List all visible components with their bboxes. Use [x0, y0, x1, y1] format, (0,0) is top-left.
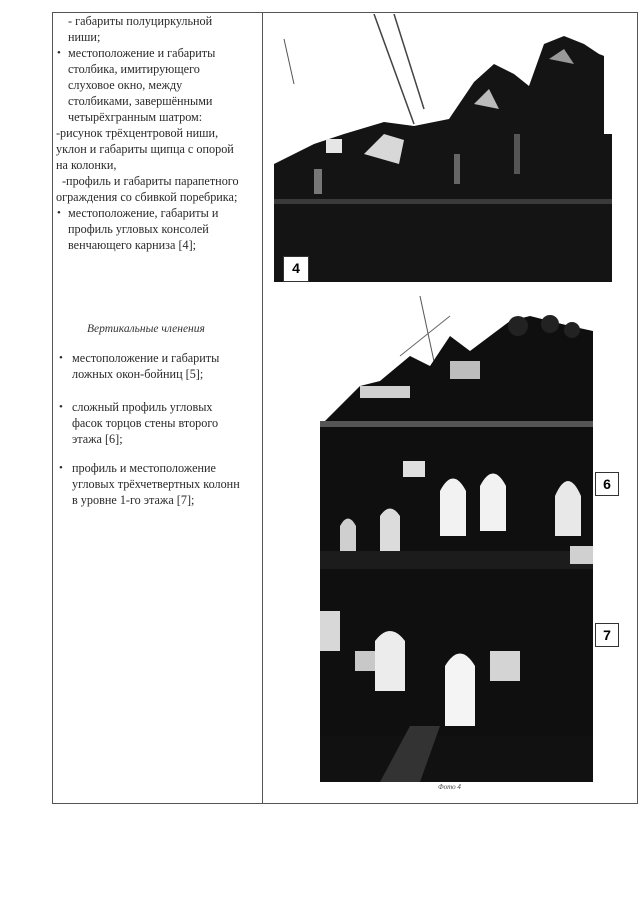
bullet-icon: • — [57, 47, 61, 59]
text-line: ниши; — [68, 30, 101, 44]
photo-marker-6: 6 — [595, 472, 619, 496]
photo-marker-7: 7 — [595, 623, 619, 647]
column-divider — [262, 12, 263, 804]
text-line: четырёхгранным шатром: — [68, 110, 203, 124]
list-item-line: сложный профиль угловых — [72, 400, 213, 414]
text-line: на колонки, — [56, 158, 117, 172]
list-item-line: этажа [6]; — [72, 432, 123, 446]
bullet-icon: • — [59, 401, 63, 413]
text-line: столбика, имитирующего — [68, 62, 200, 76]
bullet-icon: • — [57, 207, 61, 219]
photo-caption: Фото 4 — [438, 783, 461, 791]
list-item-line: в уровне 1-го этажа [7]; — [72, 493, 195, 507]
text-line: ограждения со сбивкой поребрика; — [56, 190, 238, 204]
text-line: венчающего карниза [4]; — [68, 238, 197, 252]
facade-photo-top — [274, 14, 612, 282]
text-line: местоположение, габариты и — [68, 206, 219, 220]
bullet-icon: • — [59, 352, 63, 364]
text-line: -профиль и габариты парапетного — [62, 174, 239, 188]
list-item-line: фасок торцов стены второго — [72, 416, 219, 430]
list-item-line: ложных окон-бойниц [5]; — [72, 367, 204, 381]
text-line: уклон и габариты щипца с опорой — [56, 142, 234, 156]
list-item-line: профиль и местоположение — [72, 461, 216, 475]
facade-photo-bottom — [300, 296, 593, 782]
section-heading: Вертикальные членения — [87, 323, 205, 335]
text-line: -рисунок трёхцентровой ниши, — [56, 126, 219, 140]
list-item-line: угловых трёхчетвертных колонн — [72, 477, 240, 491]
text-line: профиль угловых консолей — [68, 222, 209, 236]
photo-marker-4: 4 — [283, 256, 309, 282]
list-item-line: местоположение и габариты — [72, 351, 220, 365]
text-line: - габариты полуциркульной — [68, 14, 213, 28]
text-line: слуховое окно, между — [68, 78, 183, 92]
text-line: местоположение и габариты — [68, 46, 216, 60]
text-line: столбиками, завершёнными — [68, 94, 213, 108]
bullet-icon: • — [59, 462, 63, 474]
